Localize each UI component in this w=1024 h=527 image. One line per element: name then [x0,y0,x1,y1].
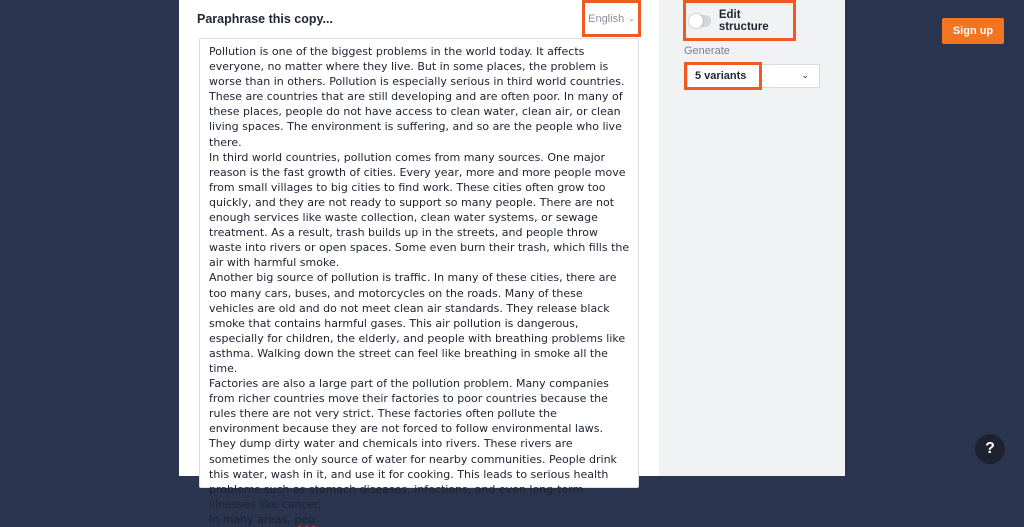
language-select[interactable] [582,0,641,37]
paragraph-3: Another big source of pollution is traffic. In many of these cities, there are too many cars, buses, and motorcycles on the roads. Many of these vehicles are old and do not meet clean air standards. They release black smoke that contains harmful gases. This air pollution is dangerous, especially for children, the elderly, and people with breathing problems like asthma. Walking down the street can feel like breathing in smoke all the time. [209,271,629,375]
edit-structure-label: Edit structure [718,8,769,33]
paragraph-4: Factories are also a large part of the pollution problem. Many companies from richer countries move their factories to poor countries because the rules there are not very strict. These factories often pollute the environment because they are not forced to follow environmental laws. They dump dirty water and chemicals into rivers. These rivers are sometimes the only source of water for nearby communities. People drink this water, wash in it, and use it for cooking. This leads to serious health problems such as stomach diseases, infections, and even long-term illnesses like cancer. [209,377,621,511]
sign-up-button[interactable]: Sign up [942,18,1004,44]
toggle-knob [689,14,703,28]
spellcheck-error: peo [294,512,315,526]
edit-structure-toggle[interactable] [689,15,711,27]
chevron-down-icon: ⌄ [628,14,635,23]
generate-value: 5 variants [695,70,747,82]
copy-textarea[interactable] [199,38,639,526]
panel-heading: Paraphrase this copy... [197,12,333,26]
edit-structure-control[interactable] [683,0,796,41]
generate-label: Generate [684,45,730,57]
generate-value-highlight [684,62,762,90]
last-line-text: In many areas, [209,512,295,526]
paragraph-2: In third world countries, pollution comes from many sources. One major reason is the fast growth of cities. Every year, more and more people move from small villages to big cities to find work. These cities often grow too quickly, and they are not ready to support so many people. There are not enough services like waste collection, clean water systems, or sewage treatment. As a result, trash builds up in the streets, and people throw waste into rivers or open spaces. Some even burn their trash, which fills the air with harmful smoke. [209,150,633,270]
chevron-down-icon: ⌄ [801,70,809,80]
paragraph-5 [209,513,315,526]
language-value: English [588,12,625,25]
settings-panel [659,0,845,476]
paraphrase-panel [179,0,659,526]
help-button[interactable]: ? [975,434,1005,464]
paragraph-1: Pollution is one of the biggest problems in the world today. It affects everyone, no matter where they live. But in some places, the problem is worse than in others. Pollution is especially serious in third world countries. These are countries that are still developing and are often poor. In many of these places, people do not have access to clean water, clean air, or clean living spaces. The environment is suffering, and so are the people who live there. [209,45,628,149]
generate-select[interactable] [687,64,820,88]
